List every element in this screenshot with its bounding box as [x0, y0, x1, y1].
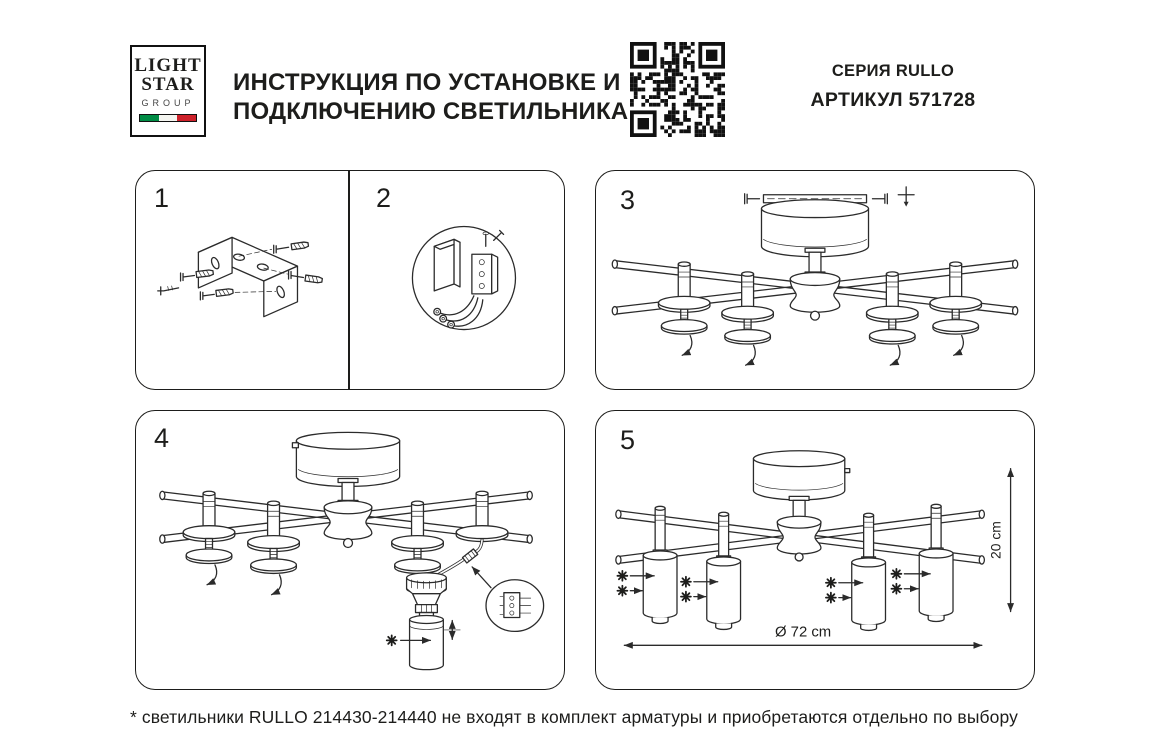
lamp-holder	[658, 262, 710, 355]
diagram-final-dimensions	[596, 411, 1034, 689]
step-panel-3	[595, 170, 1035, 390]
terminal-detail-circle	[472, 567, 543, 632]
step-number-4: 4	[154, 423, 170, 453]
step-number-3: 3	[620, 185, 636, 215]
logo-text-star: STAR	[141, 74, 195, 95]
screw-cross-icon	[898, 187, 914, 207]
logo-text-light: LIGHT	[134, 55, 202, 76]
footnote: * светильники RULLO 214430-214440 не входят в комплект арматуры и приобретаются отдельно по выбору	[130, 707, 1018, 727]
canopy-and-stem	[761, 200, 868, 320]
series-label: СЕРИЯ RULLO	[831, 62, 955, 80]
logo-text-group: GROUP	[141, 98, 195, 108]
lamp-holder	[722, 272, 774, 365]
asterisk-marker	[387, 635, 397, 645]
lamp-holder	[183, 491, 235, 585]
page-title	[233, 68, 628, 126]
lamp-holder	[867, 272, 919, 365]
canopy-and-stem	[292, 432, 399, 547]
italian-flag-icon	[139, 114, 197, 122]
product-info	[780, 62, 1006, 112]
step-panel-1-2	[135, 170, 565, 390]
screw-icon	[158, 286, 179, 295]
diagram-bracket-and-wiring	[136, 171, 564, 389]
article-label: АРТИКУЛ 571728	[810, 89, 976, 111]
title-line-1: ИНСТРУКЦИЯ ПО УСТАНОВКЕ И	[233, 69, 621, 97]
diameter-dimension-label: Ø 72 cm	[774, 624, 832, 641]
title-line-2: ПОДКЛЮЧЕНИЮ СВЕТИЛЬНИКА	[233, 98, 629, 126]
lamp-holder	[930, 262, 982, 355]
step-number-5: 5	[620, 425, 636, 455]
diagram-lamp-wiring	[136, 411, 564, 689]
step-number-1: 1	[154, 183, 170, 213]
step-panel-4	[135, 410, 565, 690]
diagram-arms-assembly	[596, 171, 1034, 389]
diameter-dimension	[624, 624, 981, 645]
height-dimension	[988, 469, 1011, 612]
step-panel-5	[595, 410, 1035, 690]
lightstar-logo	[130, 45, 206, 137]
step-number-2: 2	[376, 183, 392, 213]
lamp-holder	[248, 501, 300, 595]
wiring-terminal-drawing	[412, 226, 515, 329]
updown-arrow-icon	[444, 620, 460, 639]
mounting-bracket-drawing	[158, 237, 323, 316]
lamp-holder	[456, 491, 508, 541]
lamp-socket-drawing	[407, 573, 447, 670]
qr-code	[630, 42, 725, 137]
height-dimension-label: 20 cm	[987, 521, 1004, 559]
